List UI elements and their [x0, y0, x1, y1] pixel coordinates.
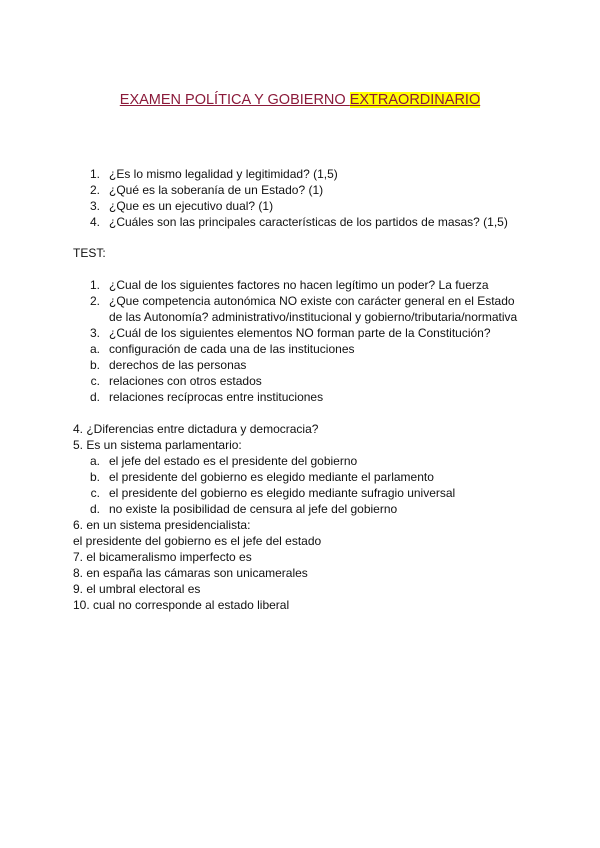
question-marker-3: 3. — [89, 199, 100, 213]
q5-option-c: el presidente del gobierno es elegido mediante sufragio universal — [109, 486, 456, 500]
question-4-diferencias: 4. ¿Diferencias entre dictadura y democracia? — [73, 422, 319, 436]
option-b: derechos de las personas — [109, 358, 247, 372]
test-item-1: ¿Cual de los siguientes factores no hacen legítimo un poder? La fuerza — [109, 278, 489, 292]
test-item-2-continued: de las Autonomía? administrativo/institucional y gobierno/tributaria/normativa — [109, 310, 518, 324]
q5-option-d: no existe la posibilidad de censura al jefe del gobierno — [109, 502, 398, 516]
test-item-2: ¿Que competencia autonómica NO existe con carácter general en el Estado — [109, 294, 515, 308]
q5-marker-c: c. — [90, 486, 100, 500]
option-marker-d: d. — [89, 390, 100, 404]
q5-option-b: el presidente del gobierno es elegido mediante el parlamento — [109, 470, 434, 484]
option-c: relaciones con otros estados — [109, 374, 262, 388]
option-marker-a: a. — [89, 342, 100, 356]
exam-title — [0, 92, 600, 108]
q5-marker-d: d. — [89, 502, 100, 516]
question-1: ¿Es lo mismo legalidad y legitimidad? (1,5) — [109, 167, 338, 181]
question-marker-2: 2. — [89, 183, 100, 197]
question-5-parlamentario: 5. Es un sistema parlamentario: — [73, 438, 242, 452]
question-3: ¿Que es un ejecutivo dual? (1) — [109, 199, 274, 213]
question-4: ¿Cuáles son las principales características de los partidos de masas? (1,5) — [109, 215, 508, 229]
test-item-3: ¿Cuál de los siguientes elementos NO forman parte de la Constitución? — [109, 326, 491, 340]
test-marker-2: 2. — [89, 294, 100, 308]
question-6-answer: el presidente del gobierno es el jefe del estado — [73, 534, 322, 548]
question-8-camaras: 8. en españa las cámaras son unicamerales — [73, 566, 308, 580]
test-heading: TEST: — [73, 246, 106, 260]
question-10-estado-liberal: 10. cual no corresponde al estado liberal — [73, 598, 290, 612]
q5-marker-b: b. — [89, 470, 100, 484]
test-marker-1: 1. — [89, 278, 100, 292]
option-a: configuración de cada una de las instituciones — [109, 342, 355, 356]
option-marker-c: c. — [90, 374, 100, 388]
question-9-umbral: 9. el umbral electoral es — [73, 582, 201, 596]
question-7-bicameralismo: 7. el bicameralismo imperfecto es — [73, 550, 252, 564]
question-2: ¿Qué es la soberanía de un Estado? (1) — [109, 183, 324, 197]
q5-marker-a: a. — [89, 454, 100, 468]
test-marker-3: 3. — [89, 326, 100, 340]
question-6-presidencialista: 6. en un sistema presidencialista: — [73, 518, 251, 532]
question-marker-1: 1. — [89, 167, 100, 181]
title-highlight: EXTRAORDINARIO — [349, 92, 481, 108]
title-main: EXAMEN POLÍTICA Y GOBIERNO — [119, 92, 350, 108]
question-marker-4: 4. — [89, 215, 100, 229]
q5-option-a: el jefe del estado es el presidente del gobierno — [109, 454, 358, 468]
option-marker-b: b. — [89, 358, 100, 372]
option-d: relaciones recíprocas entre instituciones — [109, 390, 324, 404]
